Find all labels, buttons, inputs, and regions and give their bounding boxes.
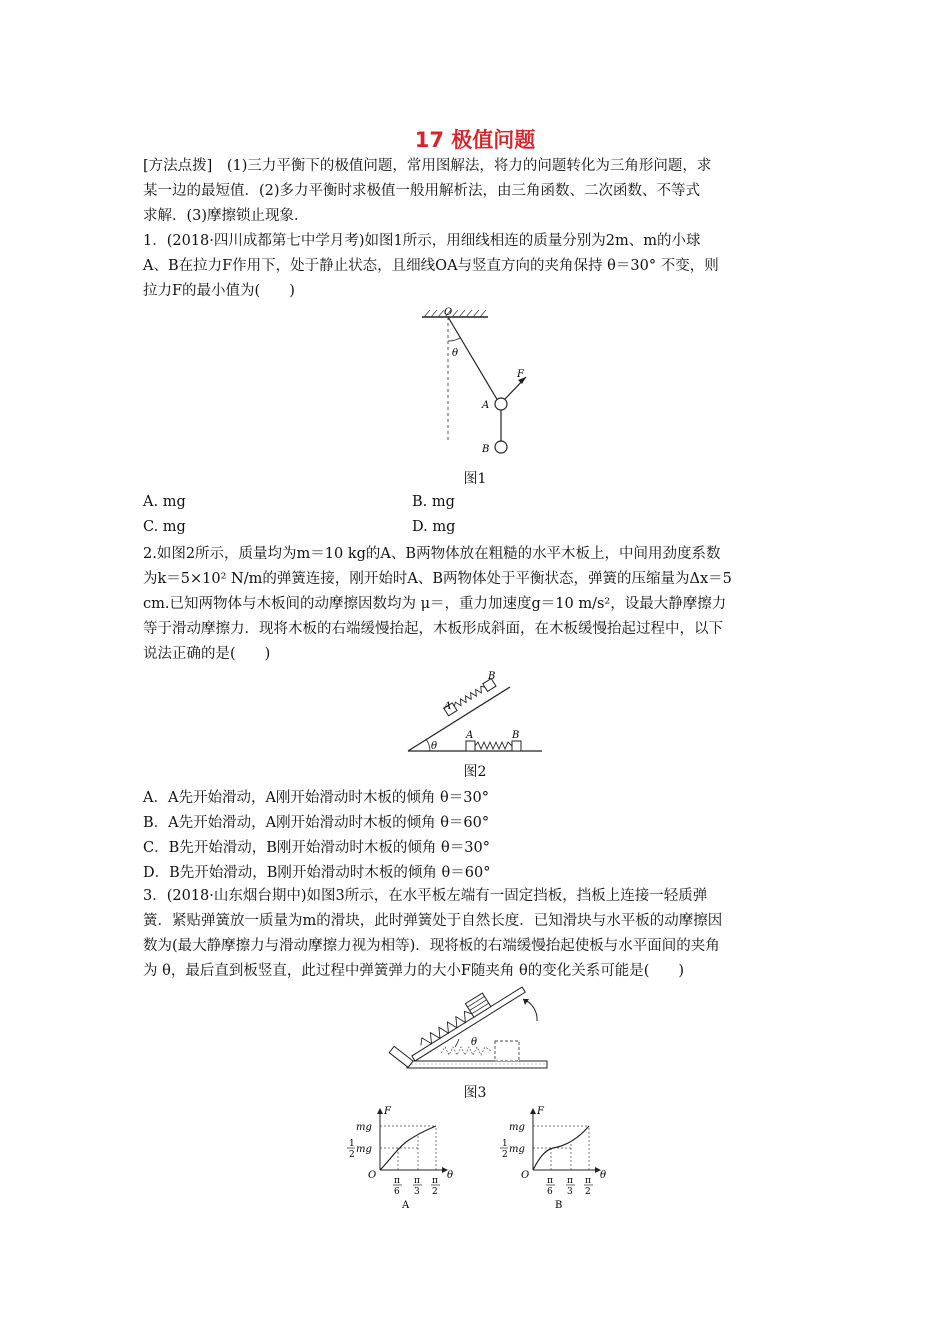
graph-a-tick-1-num: π — [394, 1176, 400, 1186]
fig3-label-theta: θ — [471, 1037, 478, 1048]
fig2-label-b: B — [512, 730, 520, 741]
graph-b-label: B — [555, 1200, 563, 1211]
figure-3-caption: 图3 — [463, 1085, 487, 1101]
graph-a-origin: O — [368, 1170, 377, 1181]
graph-a-half-num: 1 — [349, 1139, 355, 1149]
q1-line-2: A、B在拉力F作用下，处于静止状态，且细线OA与竖直方向的夹角保持 θ＝30° 不变，则 — [143, 258, 719, 274]
figure-3-plate — [395, 985, 555, 1075]
label-a: A — [482, 400, 490, 411]
graph-a-label: A — [402, 1200, 410, 1211]
q1-option-b: B. mg — [412, 494, 455, 510]
figure-2-incline — [400, 665, 550, 755]
q2-line-1: 2.如图2所示，质量均为m＝10 kg的A、B两物体放在粗糙的水平木板上，中间用劲度系数 — [143, 546, 721, 562]
graph-a-half-mg: mg — [356, 1144, 372, 1155]
graph-b-tick-2-den: 3 — [567, 1187, 573, 1197]
graph-b-tick-3-num: π — [585, 1176, 591, 1186]
graph-a-f: F — [384, 1106, 391, 1117]
q2-option-b: B．A先开始滑动，A刚开始滑动时木板的倾角 θ＝60° — [143, 815, 490, 831]
graph-b-tick-2-num: π — [567, 1176, 573, 1186]
q2-option-d: D．B先开始滑动，B刚开始滑动时木板的倾角 θ＝60° — [143, 865, 491, 881]
figure-2-caption: 图2 — [463, 764, 487, 780]
q2-line-3: cm.已知两物体与木板间的动摩擦因数均为 μ＝，重力加速度g＝10 m/s²，设最大静摩擦力 — [143, 596, 727, 612]
graph-b-tick-1-num: π — [547, 1176, 553, 1186]
fig2-label-a-top: A — [444, 701, 452, 712]
graph-b-half-mg: mg — [509, 1144, 525, 1155]
fig2-label-b-top: B — [488, 671, 496, 682]
method-line-3: 求解．(3)摩擦锁止现象． — [143, 208, 309, 224]
q3-line-1: 3．(2018·山东烟台期中)如图3所示，在水平板左端有一固定挡板，挡板上连接一轻质弹 — [143, 888, 708, 904]
graph-a-mg: mg — [356, 1122, 372, 1133]
graph-b-half-num: 1 — [502, 1139, 508, 1149]
method-line-2: 某一边的最短值．(2)多力平衡时求极值一般用解析法，由三角函数、二次函数、不等式 — [143, 183, 701, 199]
graph-a-tick-2-den: 3 — [414, 1187, 420, 1197]
q2-line-5: 说法正确的是( ) — [143, 646, 271, 662]
figure-1-caption: 图1 — [463, 471, 487, 487]
q1-option-d: D. mg — [412, 519, 456, 535]
graph-a-tick-2-num: π — [414, 1176, 420, 1186]
q1-option-a: A. mg — [143, 494, 186, 510]
fig2-label-theta: θ — [431, 741, 438, 752]
label-b: B — [482, 444, 490, 455]
graph-b-f: F — [537, 1106, 544, 1117]
graph-b-mg: mg — [509, 1122, 525, 1133]
q1-line-3: 拉力F的最小值为( ) — [143, 283, 295, 299]
q3-line-3: 数为(最大静摩擦力与滑动摩擦力视为相等)．现将板的右端缓慢抬起使板与水平面间的夹角 — [143, 938, 720, 954]
page-title: 17 极值问题 — [414, 128, 536, 152]
graph-b-theta: θ — [600, 1170, 607, 1181]
q3-line-2: 簧．紧贴弹簧放一质量为m的滑块，此时弹簧处于自然长度．已知滑块与水平板的动摩擦因 — [143, 913, 723, 929]
method-line-1: [方法点拨] (1)三力平衡下的极值问题，常用图解法，将力的问题转化为三角形问题，求 — [143, 158, 712, 174]
label-o: O — [444, 307, 453, 318]
graph-a-half-den: 2 — [349, 1150, 355, 1160]
q2-line-2: 为k＝5×10² N/m的弹簧连接，刚开始时A、B两物体处于平衡状态，弹簧的压缩量为Δx＝5 — [143, 571, 732, 587]
fig2-label-a: A — [466, 730, 474, 741]
q2-line-4: 等于滑动摩擦力．现将木板的右端缓慢抬起，木板形成斜面，在木板缓慢抬起过程中，以下 — [143, 621, 723, 637]
q2-option-c: C．B先开始滑动，B刚开始滑动时木板的倾角 θ＝30° — [143, 840, 490, 856]
graph-option-a — [332, 1106, 462, 1210]
graph-a-tick-1-den: 6 — [394, 1187, 400, 1197]
q2-option-a: A．A先开始滑动，A刚开始滑动时木板的倾角 θ＝30° — [143, 790, 489, 806]
graph-option-b — [485, 1106, 615, 1210]
q1-option-c: C. mg — [143, 519, 186, 535]
graph-a-theta: θ — [447, 1170, 454, 1181]
figure-1-pendulum — [410, 305, 524, 465]
label-f: F — [517, 369, 524, 380]
graph-a-tick-3-den: 2 — [432, 1187, 438, 1197]
graph-b-origin: O — [521, 1170, 530, 1181]
q3-line-4: 为 θ，最后直到板竖直，此过程中弹簧弹力的大小F随夹角 θ的变化关系可能是( ) — [143, 963, 685, 979]
graph-a-tick-3-num: π — [432, 1176, 438, 1186]
graph-b-tick-3-den: 2 — [585, 1187, 591, 1197]
graph-b-tick-1-den: 6 — [547, 1187, 553, 1197]
q1-line-1: 1．(2018·四川成都第七中学月考)如图1所示，用细线相连的质量分别为2m、m的小球 — [143, 233, 701, 249]
graph-b-half-den: 2 — [502, 1150, 508, 1160]
label-theta: θ — [452, 348, 459, 359]
